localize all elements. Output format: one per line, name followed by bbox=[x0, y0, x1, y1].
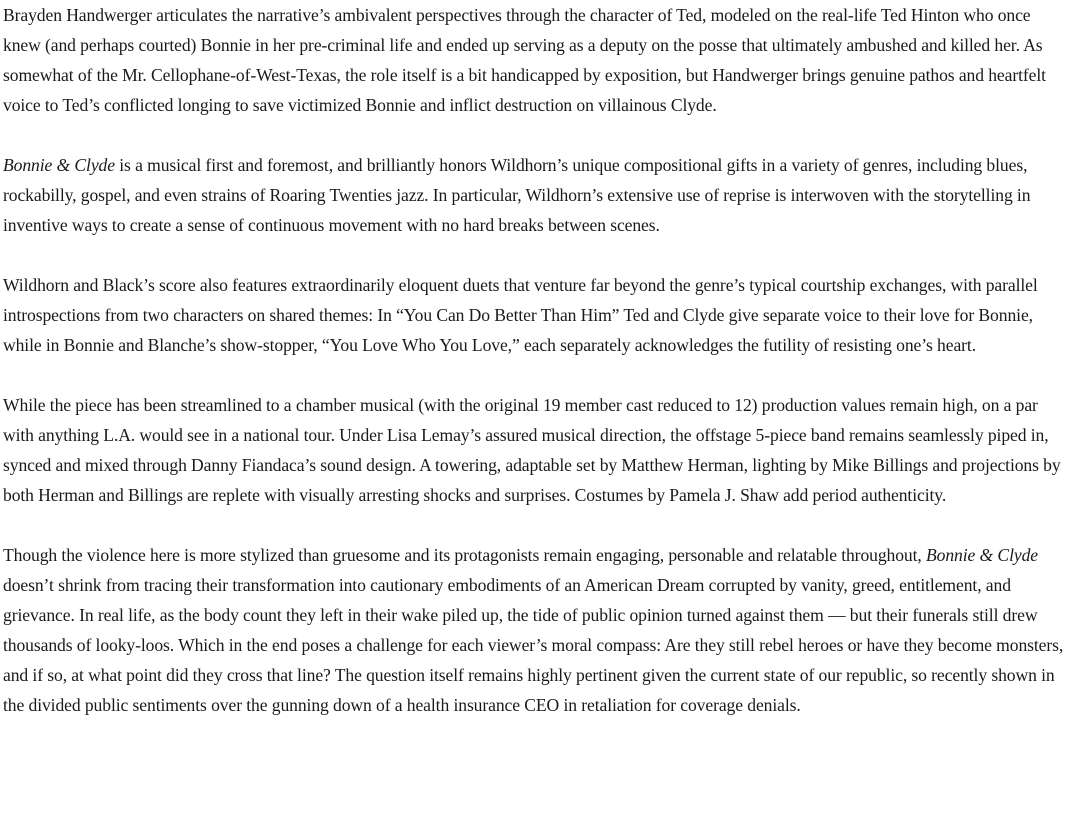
show-title-reference: Bonnie & Clyde bbox=[926, 545, 1038, 565]
paragraph-ted-character bbox=[3, 0, 1071, 120]
show-title-reference: Bonnie & Clyde bbox=[3, 155, 115, 175]
paragraph-text: While the piece has been streamlined to a chamber musical (with the original 19 member cast reduced to 12) production values remain high, on a par with anything L.A. would see in a national tour. Under Lisa Lemay’s assured musical direction, the offstage 5-piece band remains seamlessly piped in, synced and mixed through Danny Fiandaca’s sound design. A towering, adaptable set by Matthew Herman, lighting by Mike Billings and projections by both Herman and Billings are replete with visually arresting shocks and surprises. Costumes by Pamela J. Shaw add period authenticity. bbox=[3, 395, 1061, 505]
paragraph-duets bbox=[3, 270, 1071, 360]
paragraph-musical-genres bbox=[3, 150, 1071, 240]
paragraph-text: Brayden Handwerger articulates the narrative’s ambivalent perspectives through the character of Ted, modeled on the real-life Ted Hinton who once knew (and perhaps courted) Bonnie in her pre-criminal life and ended up serving as a deputy on the posse that ultimately ambushed and killed her. As somewhat of the Mr. Cellophane-of-West-Texas, the role itself is a bit handicapped by exposition, but Handwerger brings genuine pathos and heartfelt voice to Ted’s conflicted longing to save victimized Bonnie and inflict destruction on villainous Clyde. bbox=[3, 5, 1046, 115]
paragraph-text: Though the violence here is more stylized than gruesome and its protagonists remain engaging, personable and relatable throughout, bbox=[3, 545, 927, 565]
paragraph-production-values bbox=[3, 390, 1071, 510]
paragraph-moral-compass bbox=[3, 540, 1071, 720]
paragraph-text: is a musical first and foremost, and brilliantly honors Wildhorn’s unique compositional gifts in a variety of genres, including blues, rockabilly, gospel, and even strains of Roaring Twenties jazz. In particular, Wildhorn’s extensive use of reprise is interwoven with the storytelling in inventive ways to create a sense of continuous movement with no hard breaks between scenes. bbox=[3, 155, 1031, 235]
paragraph-text: Wildhorn and Black’s score also features extraordinarily eloquent duets that venture far beyond the genre’s typical courtship exchanges, with parallel introspections from two characters on shared themes: In “You Can Do Better Than Him” Ted and Clyde give separate voice to their love for Bonnie, while in Bonnie and Blanche’s show-stopper, “You Love Who You Love,” each separately acknowledges the futility of resisting one’s heart. bbox=[3, 275, 1038, 355]
paragraph-text: doesn’t shrink from tracing their transformation into cautionary embodiments of an American Dream corrupted by vanity, greed, entitlement, and grievance. In real life, as the body count they left in their wake piled up, the tide of public opinion turned against them — but their funerals still drew thousands of looky-loos. Which in the end poses a challenge for each viewer’s moral compass: Are they still rebel heroes or have they become monsters, and if so, at what point did they cross that line? The question itself remains highly pertinent given the current state of our republic, so recently shown in the divided public sentiments over the gunning down of a health insurance CEO in retaliation for coverage denials. bbox=[3, 575, 1064, 715]
